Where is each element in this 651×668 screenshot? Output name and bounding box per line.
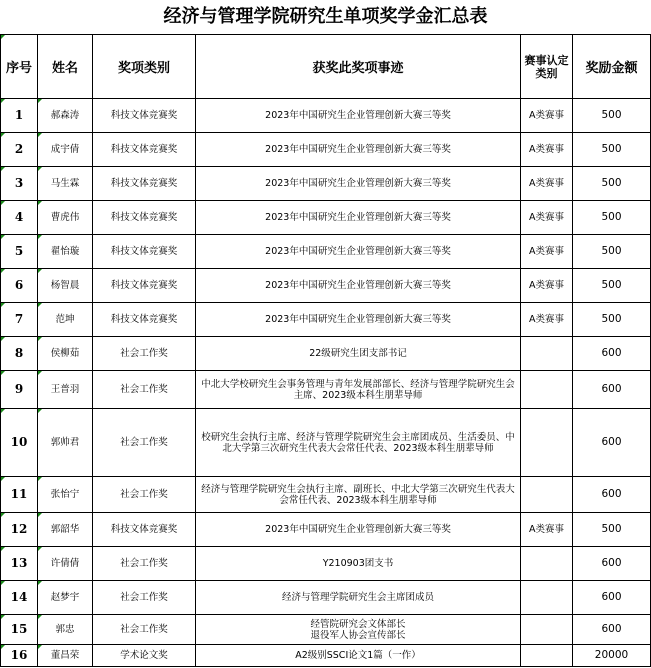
achievement-cell: 经济与管理学院研究生会主席团成员 <box>196 581 521 615</box>
header-name: 姓名 <box>38 35 93 99</box>
achievement-cell: Y210903团支书 <box>196 547 521 581</box>
amount-cell: 600 <box>573 337 651 371</box>
seq-cell: 5 <box>1 235 38 269</box>
category-cell: 社会工作奖 <box>93 337 196 371</box>
name-cell: 侯柳茹 <box>38 337 93 371</box>
seq-cell: 8 <box>1 337 38 371</box>
achievement-cell: 2023年中国研究生企业管理创新大赛三等奖 <box>196 513 521 547</box>
amount-cell: 600 <box>573 371 651 409</box>
achievement-cell: A2级别SSCI论文1篇（一作） <box>196 645 521 667</box>
seq-cell: 4 <box>1 201 38 235</box>
category-cell: 科技文体竞赛奖 <box>93 201 196 235</box>
seq-cell: 11 <box>1 477 38 513</box>
category-cell: 科技文体竞赛奖 <box>93 235 196 269</box>
seq-cell: 10 <box>1 409 38 477</box>
name-cell: 董昌荣 <box>38 645 93 667</box>
seq-cell: 1 <box>1 99 38 133</box>
amount-cell: 500 <box>573 513 651 547</box>
achievement-cell: 经济与管理学院研究生会执行主席、副班长、中北大学第三次研究生代表大会常任代表、2023级本科生朋辈导师 <box>196 477 521 513</box>
category-cell: 社会工作奖 <box>93 547 196 581</box>
achievement-cell: 经管院研究会文体部长 退役军人协会宣传部长 <box>196 615 521 645</box>
race-type-cell: A类赛事 <box>521 513 573 547</box>
name-cell: 郭帅君 <box>38 409 93 477</box>
race-type-cell <box>521 615 573 645</box>
seq-cell: 3 <box>1 167 38 201</box>
achievement-cell: 2023年中国研究生企业管理创新大赛三等奖 <box>196 303 521 337</box>
amount-cell: 600 <box>573 615 651 645</box>
seq-cell: 13 <box>1 547 38 581</box>
name-cell: 王普羽 <box>38 371 93 409</box>
table-row <box>1 337 651 371</box>
table-row <box>1 371 651 409</box>
achievement-cell: 2023年中国研究生企业管理创新大赛三等奖 <box>196 235 521 269</box>
amount-cell: 600 <box>573 547 651 581</box>
race-type-cell <box>521 645 573 667</box>
header-category: 奖项类别 <box>93 35 196 99</box>
table-row <box>1 269 651 303</box>
race-type-cell <box>521 547 573 581</box>
seq-cell: 7 <box>1 303 38 337</box>
category-cell: 科技文体竞赛奖 <box>93 513 196 547</box>
amount-cell: 500 <box>573 235 651 269</box>
header-row <box>1 35 651 99</box>
seq-cell: 6 <box>1 269 38 303</box>
amount-cell: 600 <box>573 477 651 513</box>
table-row <box>1 615 651 645</box>
category-cell: 社会工作奖 <box>93 371 196 409</box>
scholarship-table <box>0 34 651 667</box>
category-cell: 科技文体竞赛奖 <box>93 99 196 133</box>
race-type-cell: A类赛事 <box>521 269 573 303</box>
header-race-type: 赛事认定类别 <box>521 35 573 99</box>
seq-cell: 9 <box>1 371 38 409</box>
header-amount: 奖励金额 <box>573 35 651 99</box>
category-cell: 社会工作奖 <box>93 615 196 645</box>
amount-cell: 500 <box>573 167 651 201</box>
seq-cell: 15 <box>1 615 38 645</box>
category-cell: 科技文体竞赛奖 <box>93 167 196 201</box>
seq-cell: 14 <box>1 581 38 615</box>
name-cell: 成宇倩 <box>38 133 93 167</box>
name-cell: 范坤 <box>38 303 93 337</box>
race-type-cell: A类赛事 <box>521 303 573 337</box>
seq-cell: 16 <box>1 645 38 667</box>
page-title: 经济与管理学院研究生单项奖学金汇总表 <box>163 6 488 27</box>
header-seq: 序号 <box>1 35 38 99</box>
race-type-cell: A类赛事 <box>521 133 573 167</box>
amount-cell: 500 <box>573 303 651 337</box>
amount-cell: 500 <box>573 133 651 167</box>
race-type-cell <box>521 581 573 615</box>
achievement-cell: 2023年中国研究生企业管理创新大赛三等奖 <box>196 99 521 133</box>
name-cell: 马生霖 <box>38 167 93 201</box>
achievement-cell: 22级研究生团支部书记 <box>196 337 521 371</box>
header-achievement: 获奖此奖项事迹 <box>196 35 521 99</box>
table-row <box>1 581 651 615</box>
race-type-cell <box>521 477 573 513</box>
table-row <box>1 547 651 581</box>
achievement-cell: 2023年中国研究生企业管理创新大赛三等奖 <box>196 269 521 303</box>
race-type-cell: A类赛事 <box>521 235 573 269</box>
amount-cell: 500 <box>573 99 651 133</box>
category-cell: 科技文体竞赛奖 <box>93 303 196 337</box>
achievement-cell: 2023年中国研究生企业管理创新大赛三等奖 <box>196 167 521 201</box>
amount-cell: 500 <box>573 269 651 303</box>
name-cell: 张怡宁 <box>38 477 93 513</box>
name-cell: 郭忠 <box>38 615 93 645</box>
achievement-cell: 中北大学校研究生会事务管理与青年发展部部长、经济与管理学院研究生会主席、2023级本科生朋辈导师 <box>196 371 521 409</box>
category-cell: 科技文体竞赛奖 <box>93 133 196 167</box>
achievement-cell: 2023年中国研究生企业管理创新大赛三等奖 <box>196 201 521 235</box>
table-row <box>1 99 651 133</box>
achievement-cell: 2023年中国研究生企业管理创新大赛三等奖 <box>196 133 521 167</box>
table-row <box>1 409 651 477</box>
race-type-cell <box>521 371 573 409</box>
category-cell: 学术论文奖 <box>93 645 196 667</box>
table-row <box>1 303 651 337</box>
name-cell: 翟怡璇 <box>38 235 93 269</box>
name-cell: 赵梦宇 <box>38 581 93 615</box>
achievement-cell: 校研究生会执行主席、经济与管理学院研究生会主席团成员、生活委员、中北大学第三次研究生代表大会常任代表、2023级本科生朋辈导师 <box>196 409 521 477</box>
amount-cell: 500 <box>573 201 651 235</box>
category-cell: 社会工作奖 <box>93 477 196 513</box>
category-cell: 社会工作奖 <box>93 409 196 477</box>
race-type-cell <box>521 337 573 371</box>
table-row <box>1 235 651 269</box>
category-cell: 科技文体竞赛奖 <box>93 269 196 303</box>
name-cell: 郭韶华 <box>38 513 93 547</box>
race-type-cell: A类赛事 <box>521 99 573 133</box>
category-cell: 社会工作奖 <box>93 581 196 615</box>
seq-cell: 12 <box>1 513 38 547</box>
race-type-cell: A类赛事 <box>521 201 573 235</box>
amount-cell: 600 <box>573 409 651 477</box>
table-row <box>1 201 651 235</box>
name-cell: 郝森涛 <box>38 99 93 133</box>
amount-cell: 600 <box>573 581 651 615</box>
amount-cell: 20000 <box>573 645 651 667</box>
name-cell: 杨智晨 <box>38 269 93 303</box>
race-type-cell <box>521 409 573 477</box>
name-cell: 许倩倩 <box>38 547 93 581</box>
table-row <box>1 477 651 513</box>
table-row <box>1 133 651 167</box>
name-cell: 曹虎伟 <box>38 201 93 235</box>
seq-cell: 2 <box>1 133 38 167</box>
table-row <box>1 645 651 667</box>
table-row <box>1 167 651 201</box>
race-type-cell: A类赛事 <box>521 167 573 201</box>
table-row <box>1 513 651 547</box>
